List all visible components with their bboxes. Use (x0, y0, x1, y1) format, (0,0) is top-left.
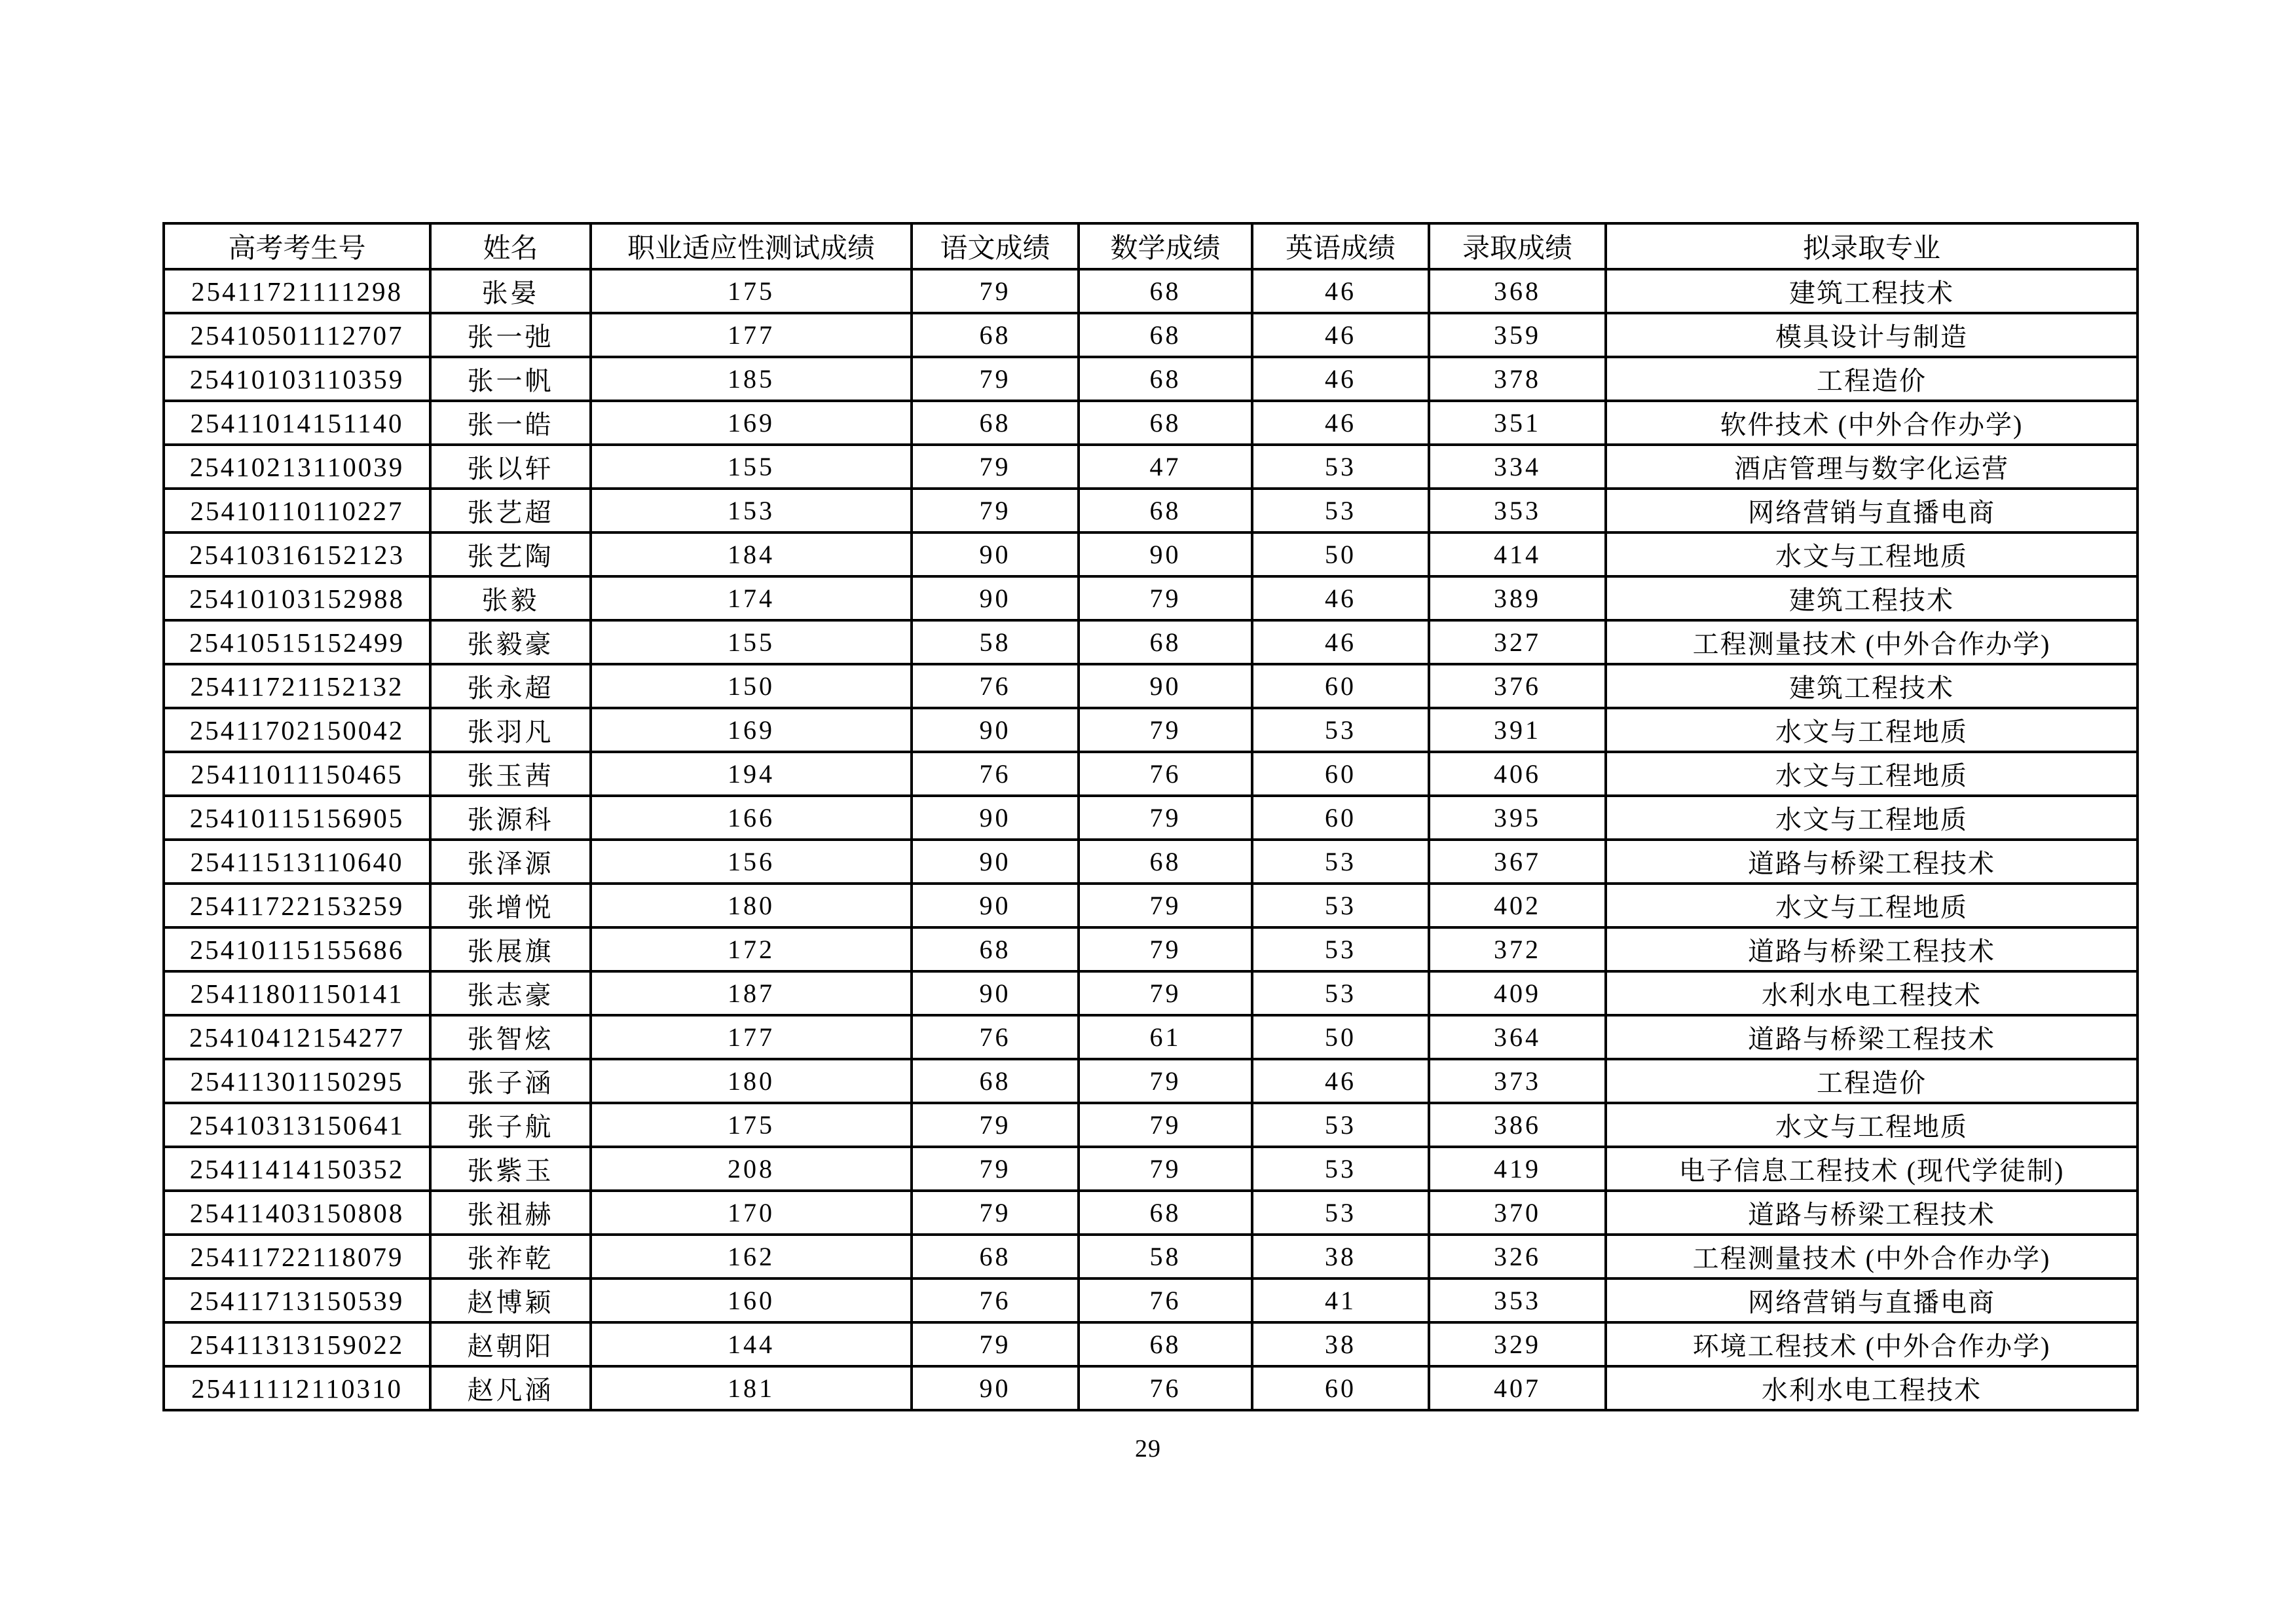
table-cell: 道路与桥梁工程技术 (1606, 840, 2138, 884)
table-cell: 25411513110640 (164, 840, 430, 884)
table-cell: 建筑工程技术 (1606, 576, 2138, 620)
table-cell: 76 (1079, 1366, 1252, 1410)
table-cell: 46 (1252, 401, 1429, 445)
table-header-row (164, 223, 2138, 269)
table-cell: 工程造价 (1606, 1059, 2138, 1103)
table-cell: 25411722118079 (164, 1235, 430, 1278)
table-cell: 25411414150352 (164, 1147, 430, 1191)
table-cell: 150 (591, 664, 912, 708)
table-cell: 68 (912, 401, 1079, 445)
table-cell: 68 (1079, 313, 1252, 357)
table-cell: 60 (1252, 664, 1429, 708)
table-cell: 353 (1429, 489, 1606, 532)
table-cell: 185 (591, 357, 912, 401)
table-cell: 79 (912, 269, 1079, 313)
table-row (164, 620, 2138, 664)
table-cell: 90 (912, 532, 1079, 576)
table-cell: 174 (591, 576, 912, 620)
table-cell: 76 (912, 1015, 1079, 1059)
table-cell: 张以轩 (430, 445, 591, 489)
table-cell: 194 (591, 752, 912, 796)
table-cell: 76 (1079, 752, 1252, 796)
column-header: 录取成绩 (1429, 223, 1606, 269)
table-cell: 张一皓 (430, 401, 591, 445)
table-cell: 25411713150539 (164, 1278, 430, 1322)
table-cell: 155 (591, 445, 912, 489)
table-row (164, 1191, 2138, 1235)
table-cell: 386 (1429, 1103, 1606, 1147)
table-cell: 46 (1252, 620, 1429, 664)
table-row (164, 313, 2138, 357)
table-cell: 60 (1252, 752, 1429, 796)
table-cell: 68 (912, 313, 1079, 357)
table-cell: 张艺陶 (430, 532, 591, 576)
table-cell: 175 (591, 1103, 912, 1147)
table-cell: 177 (591, 1015, 912, 1059)
table-row (164, 1366, 2138, 1410)
table-cell: 38 (1252, 1235, 1429, 1278)
table-cell: 水文与工程地质 (1606, 884, 2138, 927)
table-cell: 79 (912, 1103, 1079, 1147)
table-cell: 25410313150641 (164, 1103, 430, 1147)
table-cell: 25411112110310 (164, 1366, 430, 1410)
table-cell: 156 (591, 840, 912, 884)
table-cell: 68 (1079, 840, 1252, 884)
table-row (164, 1147, 2138, 1191)
table-cell: 90 (1079, 664, 1252, 708)
table-row (164, 269, 2138, 313)
table-cell: 90 (912, 576, 1079, 620)
table-cell: 79 (912, 445, 1079, 489)
table-cell: 网络营销与直播电商 (1606, 489, 2138, 532)
table-cell: 25410316152123 (164, 532, 430, 576)
table-cell: 79 (1079, 708, 1252, 752)
table-cell: 79 (1079, 1103, 1252, 1147)
table-cell: 水利水电工程技术 (1606, 1366, 2138, 1410)
table-cell: 162 (591, 1235, 912, 1278)
table-cell: 327 (1429, 620, 1606, 664)
table-cell: 25411403150808 (164, 1191, 430, 1235)
table-cell: 建筑工程技术 (1606, 269, 2138, 313)
table-cell: 道路与桥梁工程技术 (1606, 1191, 2138, 1235)
table-cell: 58 (912, 620, 1079, 664)
table-cell: 环境工程技术 (中外合作办学) (1606, 1322, 2138, 1366)
table-cell: 76 (912, 752, 1079, 796)
table-cell: 359 (1429, 313, 1606, 357)
table-cell: 68 (1079, 401, 1252, 445)
table-cell: 张羽凡 (430, 708, 591, 752)
table-cell: 41 (1252, 1278, 1429, 1322)
table-cell: 张毅 (430, 576, 591, 620)
table-cell: 68 (1079, 1322, 1252, 1366)
table-cell: 79 (1079, 576, 1252, 620)
table-cell: 电子信息工程技术 (现代学徒制) (1606, 1147, 2138, 1191)
table-cell: 334 (1429, 445, 1606, 489)
column-header: 拟录取专业 (1606, 223, 2138, 269)
table-cell: 353 (1429, 1278, 1606, 1322)
table-cell: 张增悦 (430, 884, 591, 927)
table-cell: 25411301150295 (164, 1059, 430, 1103)
table-cell: 张祚乾 (430, 1235, 591, 1278)
table-cell: 53 (1252, 708, 1429, 752)
table-cell: 61 (1079, 1015, 1252, 1059)
table-cell: 46 (1252, 576, 1429, 620)
table-cell: 张永超 (430, 664, 591, 708)
table-cell: 46 (1252, 1059, 1429, 1103)
table-cell: 170 (591, 1191, 912, 1235)
table-cell: 水文与工程地质 (1606, 532, 2138, 576)
table-cell: 25410501112707 (164, 313, 430, 357)
table-cell: 68 (912, 927, 1079, 971)
table-cell: 79 (912, 1147, 1079, 1191)
table-cell: 25411702150042 (164, 708, 430, 752)
table-cell: 道路与桥梁工程技术 (1606, 927, 2138, 971)
table-cell: 79 (912, 357, 1079, 401)
page-number: 29 (1135, 1435, 1161, 1463)
table-cell: 187 (591, 971, 912, 1015)
table-cell: 68 (1079, 620, 1252, 664)
table-cell: 赵凡涵 (430, 1366, 591, 1410)
table-cell: 90 (1079, 532, 1252, 576)
table-cell: 153 (591, 489, 912, 532)
table-cell: 376 (1429, 664, 1606, 708)
table-cell: 160 (591, 1278, 912, 1322)
table-cell: 169 (591, 708, 912, 752)
table-cell: 软件技术 (中外合作办学) (1606, 401, 2138, 445)
table-cell: 79 (1079, 971, 1252, 1015)
table-cell: 道路与桥梁工程技术 (1606, 1015, 2138, 1059)
table-cell: 389 (1429, 576, 1606, 620)
table-row (164, 1322, 2138, 1366)
table-cell: 68 (1079, 357, 1252, 401)
column-header: 语文成绩 (912, 223, 1079, 269)
table-cell: 46 (1252, 313, 1429, 357)
table-row (164, 1235, 2138, 1278)
table-cell: 76 (912, 1278, 1079, 1322)
table-row (164, 971, 2138, 1015)
table-cell: 25411801150141 (164, 971, 430, 1015)
table-row (164, 576, 2138, 620)
table-cell: 张智炫 (430, 1015, 591, 1059)
table-cell: 建筑工程技术 (1606, 664, 2138, 708)
table-cell: 张子涵 (430, 1059, 591, 1103)
table-cell: 177 (591, 313, 912, 357)
table-cell: 367 (1429, 840, 1606, 884)
table-cell: 25411011150465 (164, 752, 430, 796)
table-cell: 90 (912, 971, 1079, 1015)
table-cell: 25410115156905 (164, 796, 430, 840)
table-cell: 水利水电工程技术 (1606, 971, 2138, 1015)
table-cell: 79 (912, 1191, 1079, 1235)
table-cell: 53 (1252, 445, 1429, 489)
table-row (164, 840, 2138, 884)
table-cell: 赵朝阳 (430, 1322, 591, 1366)
column-header: 数学成绩 (1079, 223, 1252, 269)
table-cell: 79 (912, 1322, 1079, 1366)
table-cell: 53 (1252, 927, 1429, 971)
table-cell: 79 (1079, 1147, 1252, 1191)
table-cell: 水文与工程地质 (1606, 1103, 2138, 1147)
table-cell: 25411721152132 (164, 664, 430, 708)
table-cell: 张一帆 (430, 357, 591, 401)
table-cell: 25410110110227 (164, 489, 430, 532)
table-cell: 53 (1252, 971, 1429, 1015)
table-cell: 25411722153259 (164, 884, 430, 927)
table-cell: 25410213110039 (164, 445, 430, 489)
table-cell: 90 (912, 796, 1079, 840)
table-cell: 409 (1429, 971, 1606, 1015)
table-cell: 53 (1252, 1103, 1429, 1147)
table-cell: 水文与工程地质 (1606, 752, 2138, 796)
table-cell: 208 (591, 1147, 912, 1191)
table-cell: 38 (1252, 1322, 1429, 1366)
table-cell: 张展旗 (430, 927, 591, 971)
table-cell: 47 (1079, 445, 1252, 489)
table-cell: 79 (1079, 927, 1252, 971)
table-row (164, 752, 2138, 796)
table-cell: 406 (1429, 752, 1606, 796)
table-cell: 25410515152499 (164, 620, 430, 664)
table-cell: 326 (1429, 1235, 1606, 1278)
table-cell: 张源科 (430, 796, 591, 840)
table-cell: 53 (1252, 840, 1429, 884)
table-row (164, 664, 2138, 708)
table-cell: 张玉茜 (430, 752, 591, 796)
table-cell: 364 (1429, 1015, 1606, 1059)
table-cell: 155 (591, 620, 912, 664)
table-cell: 53 (1252, 884, 1429, 927)
table-cell: 68 (1079, 269, 1252, 313)
table-cell: 368 (1429, 269, 1606, 313)
table-cell: 25410103110359 (164, 357, 430, 401)
table-cell: 144 (591, 1322, 912, 1366)
table-cell: 工程测量技术 (中外合作办学) (1606, 620, 2138, 664)
table-row (164, 927, 2138, 971)
table-cell: 169 (591, 401, 912, 445)
table-cell: 张紫玉 (430, 1147, 591, 1191)
table-cell: 90 (912, 708, 1079, 752)
table-cell: 25410115155686 (164, 927, 430, 971)
table-cell: 25410412154277 (164, 1015, 430, 1059)
table-cell: 79 (1079, 1059, 1252, 1103)
table-cell: 180 (591, 884, 912, 927)
table-cell: 25410103152988 (164, 576, 430, 620)
table-row (164, 1015, 2138, 1059)
table-cell: 酒店管理与数字化运营 (1606, 445, 2138, 489)
table-cell: 90 (912, 840, 1079, 884)
column-header: 高考考生号 (164, 223, 430, 269)
table-cell: 53 (1252, 1191, 1429, 1235)
table-cell: 68 (1079, 1191, 1252, 1235)
table-cell: 25411014151140 (164, 401, 430, 445)
table-cell: 351 (1429, 401, 1606, 445)
table-cell: 水文与工程地质 (1606, 708, 2138, 752)
admission-results-table (162, 222, 2139, 1411)
table-row (164, 489, 2138, 532)
table-cell: 414 (1429, 532, 1606, 576)
table-cell: 25411313159022 (164, 1322, 430, 1366)
table-cell: 172 (591, 927, 912, 971)
table-cell: 53 (1252, 1147, 1429, 1191)
table-cell: 张一弛 (430, 313, 591, 357)
table-row (164, 445, 2138, 489)
table-cell: 407 (1429, 1366, 1606, 1410)
table-cell: 工程测量技术 (中外合作办学) (1606, 1235, 2138, 1278)
column-header: 职业适应性测试成绩 (591, 223, 912, 269)
table-cell: 180 (591, 1059, 912, 1103)
table-cell: 60 (1252, 796, 1429, 840)
table-row (164, 796, 2138, 840)
table-row (164, 357, 2138, 401)
table-cell: 张艺超 (430, 489, 591, 532)
table-cell: 赵博颖 (430, 1278, 591, 1322)
table-cell: 372 (1429, 927, 1606, 971)
table-cell: 395 (1429, 796, 1606, 840)
table-cell: 79 (1079, 884, 1252, 927)
table-cell: 370 (1429, 1191, 1606, 1235)
table-cell: 68 (912, 1235, 1079, 1278)
table-cell: 175 (591, 269, 912, 313)
table-cell: 46 (1252, 357, 1429, 401)
table-row (164, 1278, 2138, 1322)
table-cell: 46 (1252, 269, 1429, 313)
table-cell: 53 (1252, 489, 1429, 532)
column-header: 姓名 (430, 223, 591, 269)
table-cell: 419 (1429, 1147, 1606, 1191)
table-cell: 50 (1252, 532, 1429, 576)
table-cell: 181 (591, 1366, 912, 1410)
table-cell: 60 (1252, 1366, 1429, 1410)
table-row (164, 401, 2138, 445)
table-cell: 76 (912, 664, 1079, 708)
table-cell: 58 (1079, 1235, 1252, 1278)
table-cell: 90 (912, 1366, 1079, 1410)
table-cell: 76 (1079, 1278, 1252, 1322)
table-cell: 79 (1079, 796, 1252, 840)
table-cell: 402 (1429, 884, 1606, 927)
table-cell: 68 (1079, 489, 1252, 532)
table-cell: 张晏 (430, 269, 591, 313)
column-header: 英语成绩 (1252, 223, 1429, 269)
table-body (164, 269, 2138, 1410)
table-cell: 25411721111298 (164, 269, 430, 313)
table-cell: 水文与工程地质 (1606, 796, 2138, 840)
table-cell: 张泽源 (430, 840, 591, 884)
table-row (164, 708, 2138, 752)
table-row (164, 1103, 2138, 1147)
table-cell: 网络营销与直播电商 (1606, 1278, 2138, 1322)
table-cell: 166 (591, 796, 912, 840)
table-cell: 模具设计与制造 (1606, 313, 2138, 357)
table-cell: 张子航 (430, 1103, 591, 1147)
table-cell: 391 (1429, 708, 1606, 752)
table-row (164, 1059, 2138, 1103)
table-cell: 张志豪 (430, 971, 591, 1015)
table-cell: 79 (912, 489, 1079, 532)
table-cell: 378 (1429, 357, 1606, 401)
table-cell: 90 (912, 884, 1079, 927)
table-cell: 50 (1252, 1015, 1429, 1059)
table-cell: 张祖赫 (430, 1191, 591, 1235)
table-row (164, 884, 2138, 927)
table-cell: 373 (1429, 1059, 1606, 1103)
table-cell: 张毅豪 (430, 620, 591, 664)
table-cell: 68 (912, 1059, 1079, 1103)
table-cell: 工程造价 (1606, 357, 2138, 401)
table-cell: 329 (1429, 1322, 1606, 1366)
table-row (164, 532, 2138, 576)
table-cell: 184 (591, 532, 912, 576)
